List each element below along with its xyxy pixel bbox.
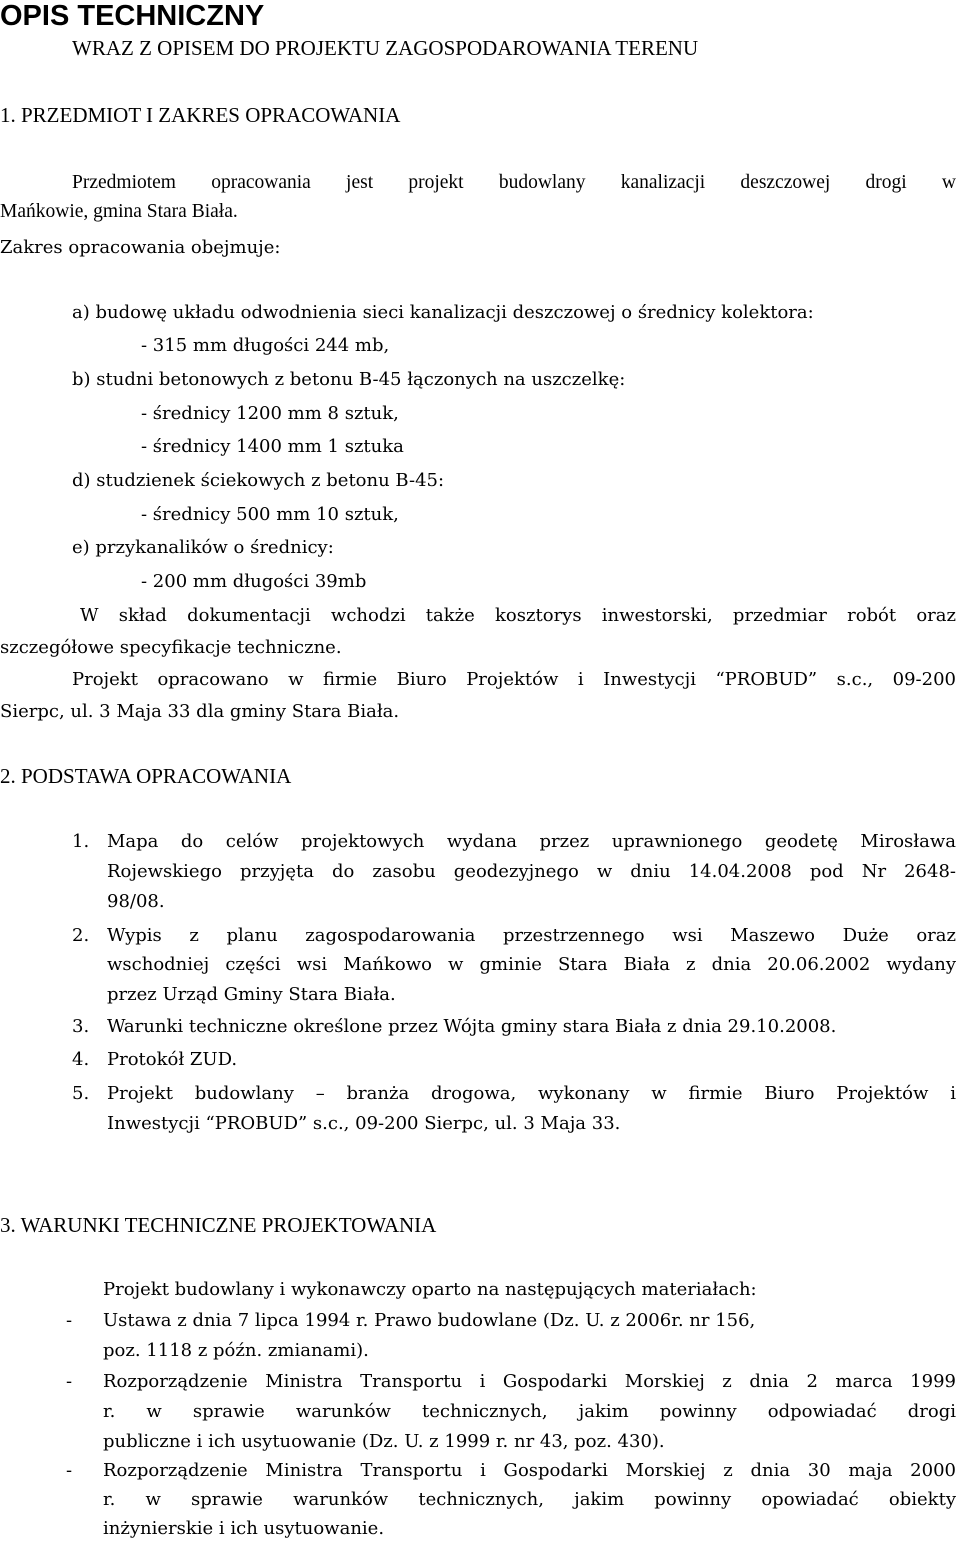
regulation-2-dash: - <box>66 1371 73 1392</box>
document-title: OPIS TECHNICZNY <box>0 0 265 32</box>
section1-intro-line2: Mańkowie, gmina Stara Biała. <box>0 201 238 222</box>
project-line2: Sierpc, ul. 3 Maja 33 dla gminy Stara Biała. <box>0 701 400 722</box>
regulation-3-line3: inżynierskie i ich usytuowanie. <box>103 1518 385 1539</box>
regulation-1-dash: - <box>66 1310 73 1331</box>
basis-item-2-number: 2. <box>72 925 90 946</box>
regulation-2-line2: r. w sprawie warunków technicznych, jakim powinny odpowiadać drogi <box>103 1401 956 1422</box>
basis-item-4-number: 4. <box>72 1049 90 1070</box>
section1-heading: 1. PRZEDMIOT I ZAKRES OPRACOWANIA <box>0 103 401 127</box>
regulation-3-line2: r. w sprawie warunków technicznych, jakim powinny opowiadać obiekty <box>103 1489 956 1510</box>
section3-intro: Projekt budowlany i wykonawczy oparto na następujących materiałach: <box>103 1279 757 1300</box>
basis-item-1-line3: 98/08. <box>107 891 165 912</box>
scope-item-e-detail: - 200 mm długości 39mb <box>141 571 367 592</box>
basis-item-1-line1: Mapa do celów projektowych wydana przez uprawnionego geodetę Mirosława <box>107 831 956 852</box>
basis-item-5-number: 5. <box>72 1083 90 1104</box>
scope-item-d-detail: - średnicy 500 mm 10 sztuk, <box>141 504 399 525</box>
basis-item-4-line1: Protokół ZUD. <box>107 1049 238 1070</box>
basis-item-5-line2: Inwestycji “PROBUD” s.c., 09-200 Sierpc, ul. 3 Maja 33. <box>107 1113 621 1134</box>
basis-item-2-line3: przez Urząd Gminy Stara Biała. <box>107 984 396 1005</box>
scope-item-b-detail-2: - średnicy 1400 mm 1 sztuka <box>141 436 404 457</box>
section1-intro-line1: Przedmiotem opracowania jest projekt budowlany kanalizacji deszczowej drogi w <box>72 172 956 193</box>
composition-line2: szczegółowe specyfikacje techniczne. <box>0 637 342 658</box>
project-line1: Projekt opracowano w firmie Biuro Projektów i Inwestycji “PROBUD” s.c., 09-200 <box>72 669 956 690</box>
section1-scope-label: Zakres opracowania obejmuje: <box>0 237 281 258</box>
basis-item-2-line1: Wypis z planu zagospodarowania przestrzennego wsi Maszewo Duże oraz <box>107 925 956 946</box>
scope-item-b-detail-1: - średnicy 1200 mm 8 sztuk, <box>141 403 399 424</box>
regulation-1-line1: Ustawa z dnia 7 lipca 1994 r. Prawo budowlane (Dz. U. z 2006r. nr 156, <box>103 1310 756 1331</box>
basis-item-1-number: 1. <box>72 831 90 852</box>
basis-item-3-line1: Warunki techniczne określone przez Wójta gminy stara Biała z dnia 29.10.2008. <box>107 1016 837 1037</box>
composition-line1: W skład dokumentacji wchodzi także kosztorys inwestorski, przedmiar robót oraz <box>80 605 956 626</box>
basis-item-5-line1: Projekt budowlany – branża drogowa, wykonany w firmie Biuro Projektów i <box>107 1083 956 1104</box>
section3-heading: 3. WARUNKI TECHNICZNE PROJEKTOWANIA <box>0 1213 437 1237</box>
scope-item-d: d) studzienek ściekowych z betonu B-45: <box>72 470 445 491</box>
regulation-1-line2: poz. 1118 z późn. zmianami). <box>103 1340 369 1361</box>
regulation-2-line3: publiczne i ich usytuowanie (Dz. U. z 1999 r. nr 43, poz. 430). <box>103 1431 665 1452</box>
regulation-3-dash: - <box>66 1460 73 1481</box>
regulation-2-line1: Rozporządzenie Ministra Transportu i Gospodarki Morskiej z dnia 2 marca 1999 <box>103 1371 956 1392</box>
basis-item-2-line2: wschodniej części wsi Mańkowo w gminie Stara Biała z dnia 20.06.2002 wydany <box>107 954 956 975</box>
scope-item-b: b) studni betonowych z betonu B-45 łączonych na uszczelkę: <box>72 369 626 390</box>
basis-item-3-number: 3. <box>72 1016 90 1037</box>
regulation-3-line1: Rozporządzenie Ministra Transportu i Gospodarki Morskiej z dnia 30 maja 2000 <box>103 1460 956 1481</box>
basis-item-1-line2: Rojewskiego przyjęta do zasobu geodezyjnego w dniu 14.04.2008 pod Nr 2648- <box>107 861 956 882</box>
scope-item-a: a) budowę układu odwodnienia sieci kanalizacji deszczowej o średnicy kolektora: <box>72 302 814 323</box>
document-subtitle: WRAZ Z OPISEM DO PROJEKTU ZAGOSPODAROWANIA TERENU <box>72 36 699 60</box>
section2-heading: 2. PODSTAWA OPRACOWANIA <box>0 764 292 788</box>
scope-item-e: e) przykanalików o średnicy: <box>72 537 334 558</box>
scope-item-a-detail: - 315 mm długości 244 mb, <box>141 335 390 356</box>
